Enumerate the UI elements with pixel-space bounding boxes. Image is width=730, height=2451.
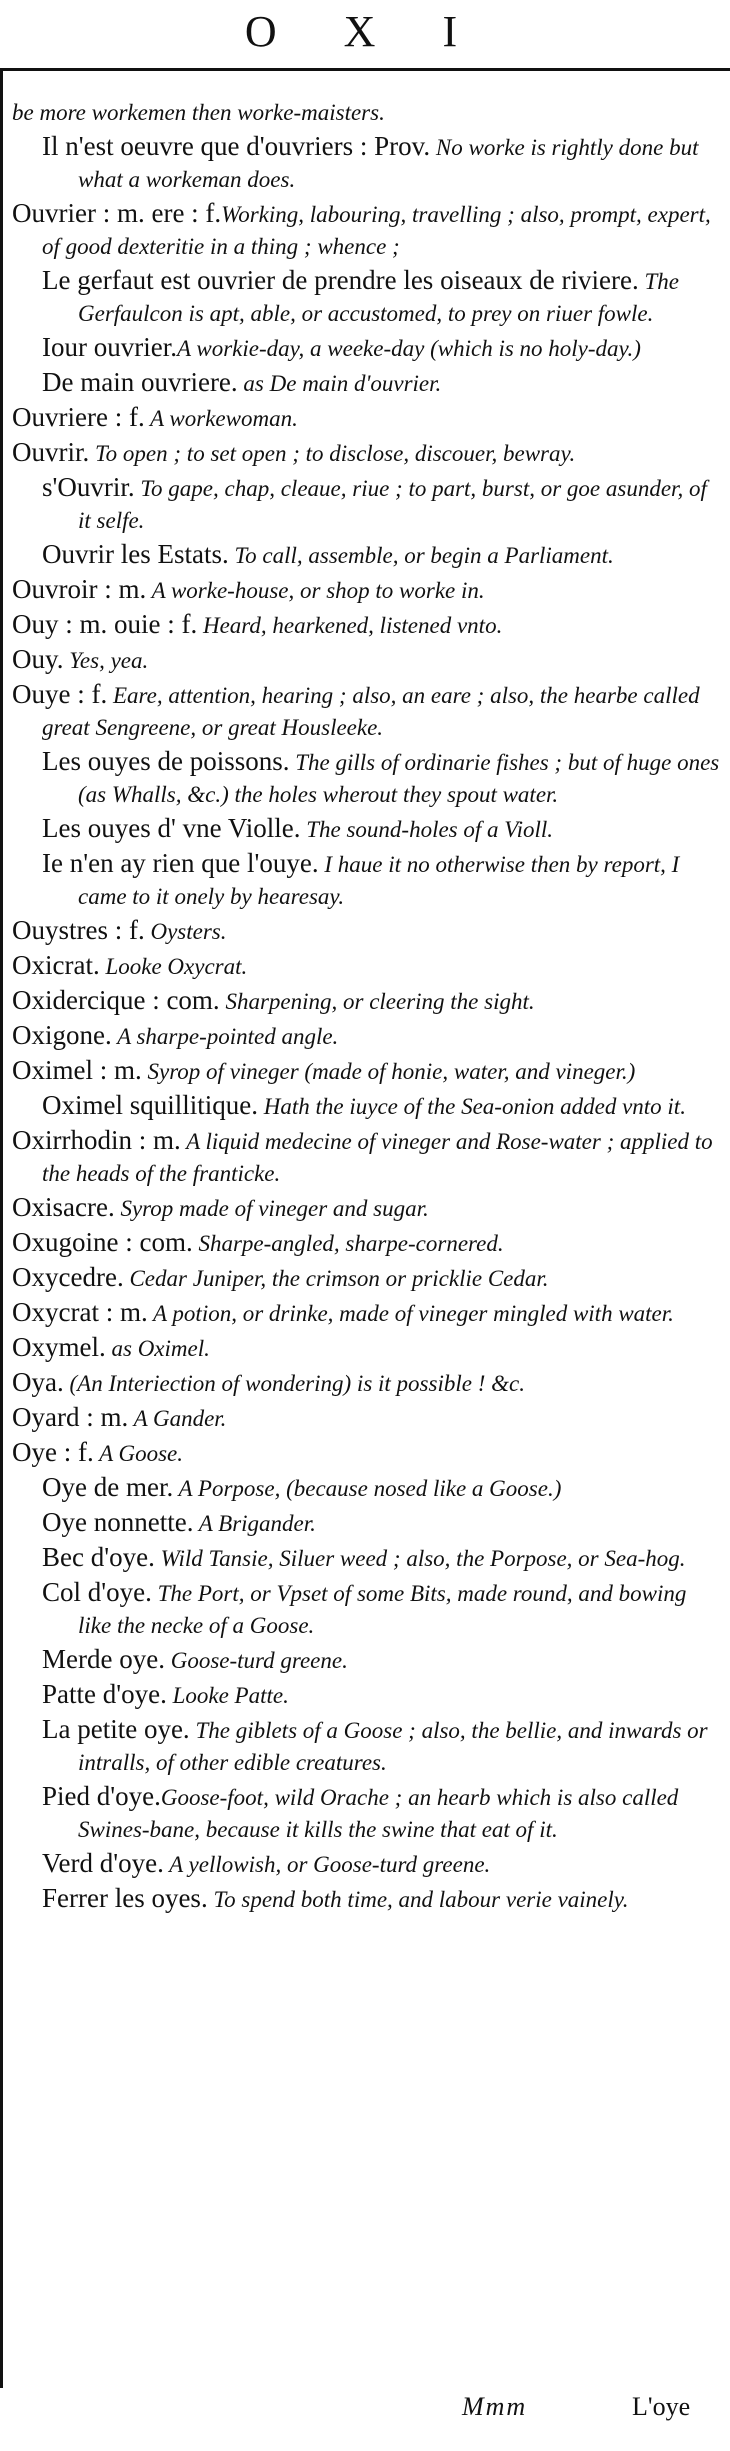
dictionary-entry: Ouvrir. To open ; to set open ; to disclose, discouer, bewray. xyxy=(12,437,576,467)
dictionary-entry: Ie n'en ay rien que l'ouye. I haue it no otherwise then by report, I came to it onely by hearesay. xyxy=(42,848,680,909)
dictionary-entry: Verd d'oye. A yellowish, or Goose-turd greene. xyxy=(42,1848,491,1878)
dictionary-entry: Ouvrir les Estats. To call, assemble, or begin a Parliament. xyxy=(42,539,614,569)
dictionary-entry: Oxycrat : m. A potion, or drinke, made of vineger mingled with water. xyxy=(12,1297,674,1327)
dictionary-entry: Patte d'oye. Looke Patte. xyxy=(42,1679,289,1709)
dictionary-entry: Oye : f. A Goose. xyxy=(12,1437,183,1467)
dictionary-entry: be more workemen then worke-maisters. xyxy=(12,100,385,125)
dictionary-entry: Oxidercique : com. Sharpening, or cleering the sight. xyxy=(12,985,535,1015)
header-rule xyxy=(0,68,730,71)
dictionary-entry: Ouye : f. Eare, attention, hearing ; also, an eare ; also, the hearbe called great Sengreene, or great Housleeke. xyxy=(12,679,700,740)
dictionary-entry: Oye nonnette. A Brigander. xyxy=(42,1507,316,1537)
dictionary-entry: Le gerfaut est ouvrier de prendre les oiseaux de riviere. The Gerfaulcon is apt, able, or accustomed, to prey on riuer fowle. xyxy=(42,265,679,326)
entry-list xyxy=(12,96,720,1918)
dictionary-entry: Oximel squillitique. Hath the iuyce of the Sea-onion added vnto it. xyxy=(42,1090,686,1120)
dictionary-entry: Merde oye. Goose-turd greene. xyxy=(42,1644,348,1674)
dictionary-entry: De main ouvriere. as De main d'ouvrier. xyxy=(42,367,442,397)
dictionary-entry: Oxicrat. Looke Oxycrat. xyxy=(12,950,248,980)
dictionary-entry: Ouy. Yes, yea. xyxy=(12,644,149,674)
left-column-rule xyxy=(0,68,3,2388)
dictionary-entry: Bec d'oye. Wild Tansie, Siluer weed ; also, the Porpose, or Sea-hog. xyxy=(42,1542,686,1572)
dictionary-entry: Oxisacre. Syrop made of vineger and sugar. xyxy=(12,1192,429,1222)
dictionary-entry: Les ouyes d' vne Violle. The sound-holes of a Violl. xyxy=(42,813,554,843)
dictionary-entry: Pied d'oye.Goose-foot, wild Orache ; an hearb which is also called Swines-bane, because it kills the swine that eat of it. xyxy=(42,1781,679,1842)
dictionary-entry: Ouy : m. ouie : f. Heard, hearkened, listened vnto. xyxy=(12,609,503,639)
page-header: O X I xyxy=(244,7,486,56)
dictionary-entry: La petite oye. The giblets of a Goose ; also, the bellie, and inwards or intralls, of other edible creatures. xyxy=(42,1714,708,1775)
page-footer xyxy=(0,2392,730,2432)
dictionary-entry: Oxigone. A sharpe-pointed angle. xyxy=(12,1020,339,1050)
dictionary-entry: Oyard : m. A Gander. xyxy=(12,1402,227,1432)
dictionary-entry: Col d'oye. The Port, or Vpset of some Bits, made round, and bowing like the necke of a Goose. xyxy=(42,1577,687,1638)
dictionary-entry: Il n'est oeuvre que d'ouvriers : Prov. No worke is rightly done but what a workeman does. xyxy=(42,131,699,192)
dictionary-entry: Oxymel. as Oximel. xyxy=(12,1332,210,1362)
dictionary-entry: Ouvriere : f. A workewoman. xyxy=(12,402,298,432)
dictionary-entry: Oximel : m. Syrop of vineger (made of honie, water, and vineger.) xyxy=(12,1055,636,1085)
dictionary-entry: Oxugoine : com. Sharpe-angled, sharpe-cornered. xyxy=(12,1227,504,1257)
dictionary-entry: Iour ouvrier.A workie-day, a weeke-day (which is no holy-day.) xyxy=(42,332,641,362)
dictionary-entry: s'Ouvrir. To gape, chap, cleaue, riue ; to part, burst, or goe asunder, of it selfe. xyxy=(42,472,707,533)
dictionary-entry: Ouystres : f. Oysters. xyxy=(12,915,227,945)
dictionary-entry: Oxirrhodin : m. A liquid medecine of vineger and Rose-water ; applied to the heads of the franticke. xyxy=(12,1125,713,1186)
catchword: L'oye xyxy=(632,2392,691,2421)
dictionary-entry: Oye de mer. A Porpose, (because nosed like a Goose.) xyxy=(42,1472,562,1502)
dictionary-entry: Ferrer les oyes. To spend both time, and labour verie vainely. xyxy=(42,1883,629,1913)
signature-mark: Mmm xyxy=(462,2392,528,2421)
dictionary-entry: Oya. (An Interiection of wondering) is it possible ! &c. xyxy=(12,1367,525,1397)
dictionary-entry: Ouvrier : m. ere : f.Working, labouring, travelling ; also, prompt, expert, of good dexteritie in a thing ; whence ; xyxy=(12,198,711,259)
dictionary-entry: Ouvroir : m. A worke-house, or shop to worke in. xyxy=(12,574,485,604)
dictionary-entry: Oxycedre. Cedar Juniper, the crimson or pricklie Cedar. xyxy=(12,1262,549,1292)
dictionary-entry: Les ouyes de poissons. The gills of ordinarie fishes ; but of huge ones (as Whalls, &c.) the holes wherout they spout water. xyxy=(42,746,720,807)
